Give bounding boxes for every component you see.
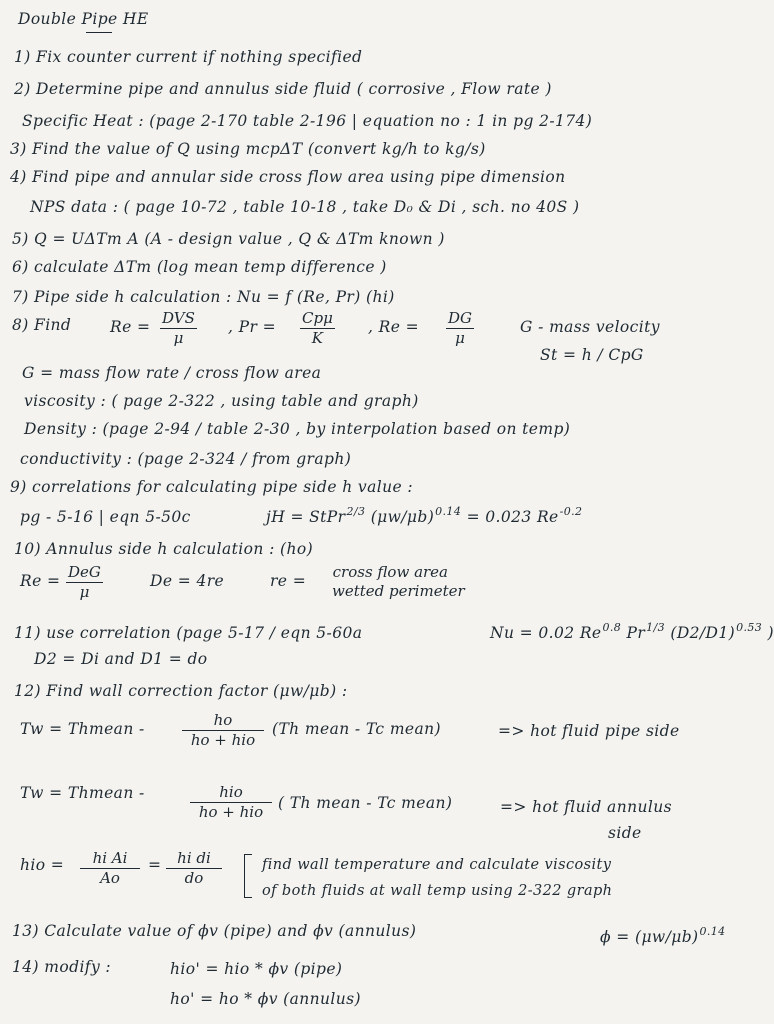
step-12-fraction-2: [190, 784, 272, 821]
phi-formula: ϕ = (μw/μb): [600, 928, 699, 946]
pr-symbol: Pr: [626, 624, 646, 642]
fraction-denominator: ho + hio: [198, 803, 264, 821]
step-10-re-fraction: [66, 564, 103, 601]
step-10-re-label-2: re =: [270, 572, 307, 590]
step-12-side-word: side: [608, 824, 642, 842]
step-8-re2-fraction: [446, 310, 474, 347]
viscosity-exponent: 0.14: [435, 505, 462, 518]
step-5: 5) Q = UΔTm A (A - design value , Q & ΔTm known ): [12, 230, 445, 248]
step-12-fraction-1: [182, 712, 264, 749]
jh-lhs: jH = StPr: [266, 508, 346, 526]
fraction-denominator: do: [184, 869, 204, 887]
viscosity-note: viscosity : ( page 2-322 , using table and graph): [24, 392, 419, 410]
fraction-numerator: DG: [448, 309, 473, 327]
fraction-numerator: hio: [190, 784, 272, 803]
fraction-numerator: DeG: [68, 563, 101, 581]
step-6: 6) calculate ΔTm (log mean temp difference ): [12, 258, 387, 276]
step-8-pr-fraction: [300, 310, 335, 347]
step-11: 11) use correlation (page 5-17 / eqn 5-60a: [14, 624, 363, 642]
step-8-re2-label: , Re =: [368, 318, 420, 336]
step-8-g-definition: G = mass flow rate / cross flow area: [22, 364, 322, 382]
step-1: 1) Fix counter current if nothing specified: [14, 48, 363, 66]
diameter-exponent: 0.53: [736, 621, 763, 634]
step-8-stanton: St = h / CpG: [540, 346, 644, 364]
step-4: 4) Find pipe and annular side cross flow area using pipe dimension: [10, 168, 566, 186]
hio-fraction-diameter: [166, 850, 222, 887]
step-11-nu-equation: [490, 621, 774, 644]
step-8-mass-velocity: G - mass velocity: [520, 318, 660, 336]
hio-equals: =: [148, 856, 162, 874]
step-13-phi-equation: [600, 925, 726, 948]
fraction-numerator: cross flow area: [332, 563, 448, 581]
fraction-denominator: ho + hio: [190, 731, 256, 749]
step-8-label: 8) Find: [12, 316, 72, 334]
wall-temp-note-2: of both fluids at wall temp using 2-322 graph: [262, 883, 613, 899]
closing-paren: ): [767, 624, 774, 642]
step-12-tw-pipe: Tw = Thmean -: [20, 720, 145, 738]
step-9-reference: pg - 5-16 | eqn 5-50c: [20, 508, 191, 526]
step-9-jh-equation: [266, 505, 583, 528]
step-14-hio-modified: hio' = hio * ϕv (pipe): [170, 960, 343, 978]
fraction-numerator: hi di: [166, 850, 222, 869]
fraction-numerator: hi Ai: [80, 850, 140, 869]
conductivity-note: conductivity : (page 2-324 / from graph): [20, 450, 352, 468]
step-12-temp-diff-2: ( Th mean - Tc mean): [278, 794, 453, 812]
step-4-nps-data: NPS data : ( page 10-72 , table 10-18 , take D₀ & Di , sch. no 40S ): [30, 198, 580, 216]
fraction-denominator: μ: [79, 583, 90, 601]
step-12-hot-annulus-side: => hot fluid annulus: [500, 798, 672, 816]
step-3: 3) Find the value of Q using mcpΔT (convert kg/h to kg/s): [10, 140, 486, 158]
wall-temp-note-1: find wall temperature and calculate viscosity: [262, 857, 612, 873]
step-11-diameters: D2 = Di and D1 = do: [34, 650, 208, 668]
jh-exponent: 2/3: [346, 505, 366, 518]
pr-exponent: 1/3: [646, 621, 666, 634]
step-7: 7) Pipe side h calculation : Nu = f (Re, Pr) (hi): [12, 288, 395, 306]
fraction-denominator: wetted perimeter: [332, 582, 465, 600]
re-exponent: -0.2: [559, 505, 583, 518]
diameter-ratio: (D2/D1): [670, 624, 736, 642]
step-10: 10) Annulus side h calculation : (ho): [14, 540, 314, 558]
step-8-re-label: Re =: [110, 318, 151, 336]
jh-viscosity-ratio: (μw/μb): [370, 508, 435, 526]
phi-exponent: 0.14: [699, 925, 726, 938]
fraction-numerator: Cpμ: [302, 309, 333, 327]
nu-lhs: Nu = 0.02 Re: [490, 624, 602, 642]
fraction-numerator: DVS: [162, 309, 195, 327]
step-9: 9) correlations for calculating pipe side h value :: [10, 478, 413, 496]
step-14: 14) modify :: [12, 958, 112, 976]
step-10-de: De = 4re: [150, 572, 225, 590]
page-title: Double Pipe HE: [18, 10, 149, 28]
hio-fraction-area: [80, 850, 140, 887]
step-12-tw-annulus: Tw = Thmean -: [20, 784, 145, 802]
step-10-re-area-fraction: [316, 564, 465, 600]
step-2-specific-heat: Specific Heat : (page 2-170 table 2-196 | equation no : 1 in pg 2-174): [22, 112, 593, 130]
step-2: 2) Determine pipe and annulus side fluid ( corrosive , Flow rate ): [14, 80, 552, 98]
step-12-temp-diff-1: (Th mean - Tc mean): [272, 720, 441, 738]
step-12-hot-pipe-side: => hot fluid pipe side: [498, 722, 680, 740]
fraction-denominator: Ao: [100, 869, 120, 887]
step-8-re-fraction: [160, 310, 197, 347]
re-exponent: 0.8: [602, 621, 622, 634]
step-13: 13) Calculate value of ϕv (pipe) and ϕv (annulus): [12, 922, 417, 940]
fraction-denominator: μ: [455, 329, 465, 347]
fraction-numerator: ho: [182, 712, 264, 731]
density-note: Density : (page 2-94 / table 2-30 , by interpolation based on temp): [24, 420, 571, 438]
title-underline: [86, 32, 112, 33]
step-10-re-label: Re =: [20, 572, 61, 590]
fraction-denominator: μ: [173, 329, 184, 347]
step-8-pr-label: , Pr =: [228, 318, 277, 336]
step-12: 12) Find wall correction factor (μw/μb) :: [14, 682, 348, 700]
note-bracket: [244, 854, 252, 898]
fraction-denominator: K: [311, 329, 324, 347]
jh-rhs: = 0.023 Re: [466, 508, 559, 526]
hio-lhs: hio =: [20, 856, 65, 874]
step-14-ho-modified: ho' = ho * ϕv (annulus): [170, 990, 361, 1008]
